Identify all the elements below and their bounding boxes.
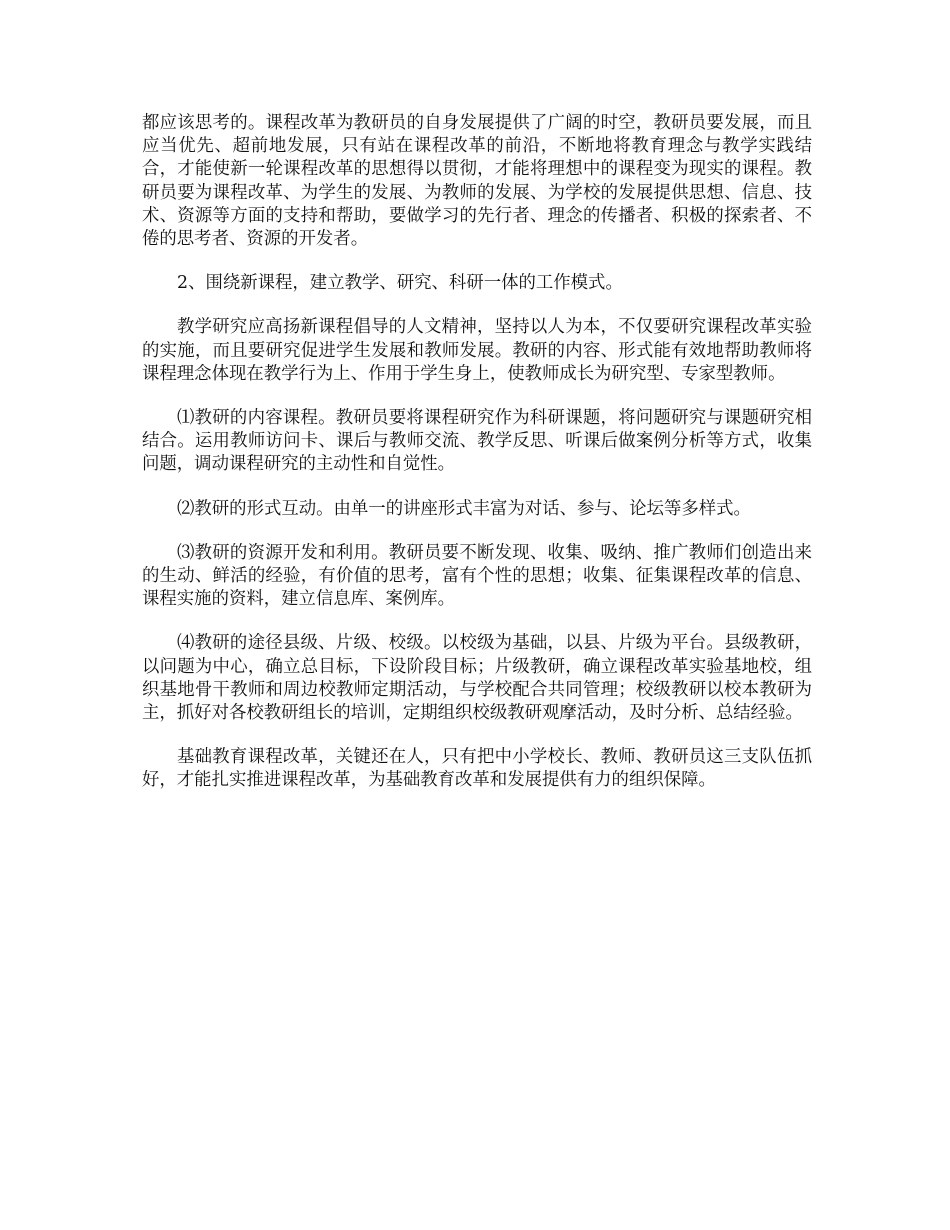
paragraph-item-2: ⑵教研的形式互动。由单一的讲座形式丰富为对话、参与、论坛等多样式。 (177, 498, 751, 519)
paragraph-continued: 都应该思考的。课程改革为教研员的自身发展提供了广阔的时空，教研员要发展，而且应当优先、超前地发展，只有站在课程改革的前沿，不断地将教育理念与教学实践结合，才能使新一轮课程改革的思想得以贯彻，才能将理想中的课程变为现实的课程。教研员要为课程改革、为学生的发展、为教师的发展、为学校的发展提供思想、信息、技术、资源等方面的支持和帮助，要做学习的先行者、理念的传播者、积极的探索者、不倦的思考者、资源的开发者。 (142, 113, 812, 250)
paragraph-conclusion: 基础教育课程改革，关键还在人，只有把中小学校长、教师、教研员这三支队伍抓好，才能扎实推进课程改革，为基础教育改革和发展提供有力的组织保障。 (142, 747, 812, 791)
document-page (142, 112, 812, 814)
paragraph-body: 教学研究应高扬新课程倡导的人文精神，坚持以人为本，不仅要研究课程改革实验的实施，而且要研究促进学生发展和教师发展。教研的内容、形式能有效地帮助教师将课程理念体现在教学行为上、作用于学生身上，使教师成长为研究型、专家型教师。 (142, 317, 812, 384)
paragraph-item-1: ⑴教研的内容课程。教研员要将课程研究作为科研课题，将问题研究与课题研究相结合。运用教师访问卡、课后与教师交流、教学反思、听课后做案例分析等方式，收集问题，调动课程研究的主动性和自觉性。 (142, 408, 812, 475)
paragraph-section-heading: 2、围绕新课程，建立教学、研究、科研一体的工作模式。 (177, 273, 623, 294)
paragraph-item-3: ⑶教研的资源开发和利用。教研员要不断发现、收集、吸纳、推广教师们创造出来的生动、鲜活的经验，有价值的思考，富有个性的思想；收集、征集课程改革的信息、课程实施的资料，建立信息库、案例库。 (142, 542, 812, 610)
paragraph-item-4: ⑷教研的途径县级、片级、校级。以校级为基础，以县、片级为平台。县级教研，以问题为中心，确立总目标，下设阶段目标；片级教研，确立课程改革实验基地校，组织基地骨干教师和周边校教师定期活动，与学校配合共同管理；校级教研以校本教研为主，抓好对各校教研组长的培训，定期组织校级教研观摩活动，及时分析、总结经验。 (142, 633, 812, 724)
